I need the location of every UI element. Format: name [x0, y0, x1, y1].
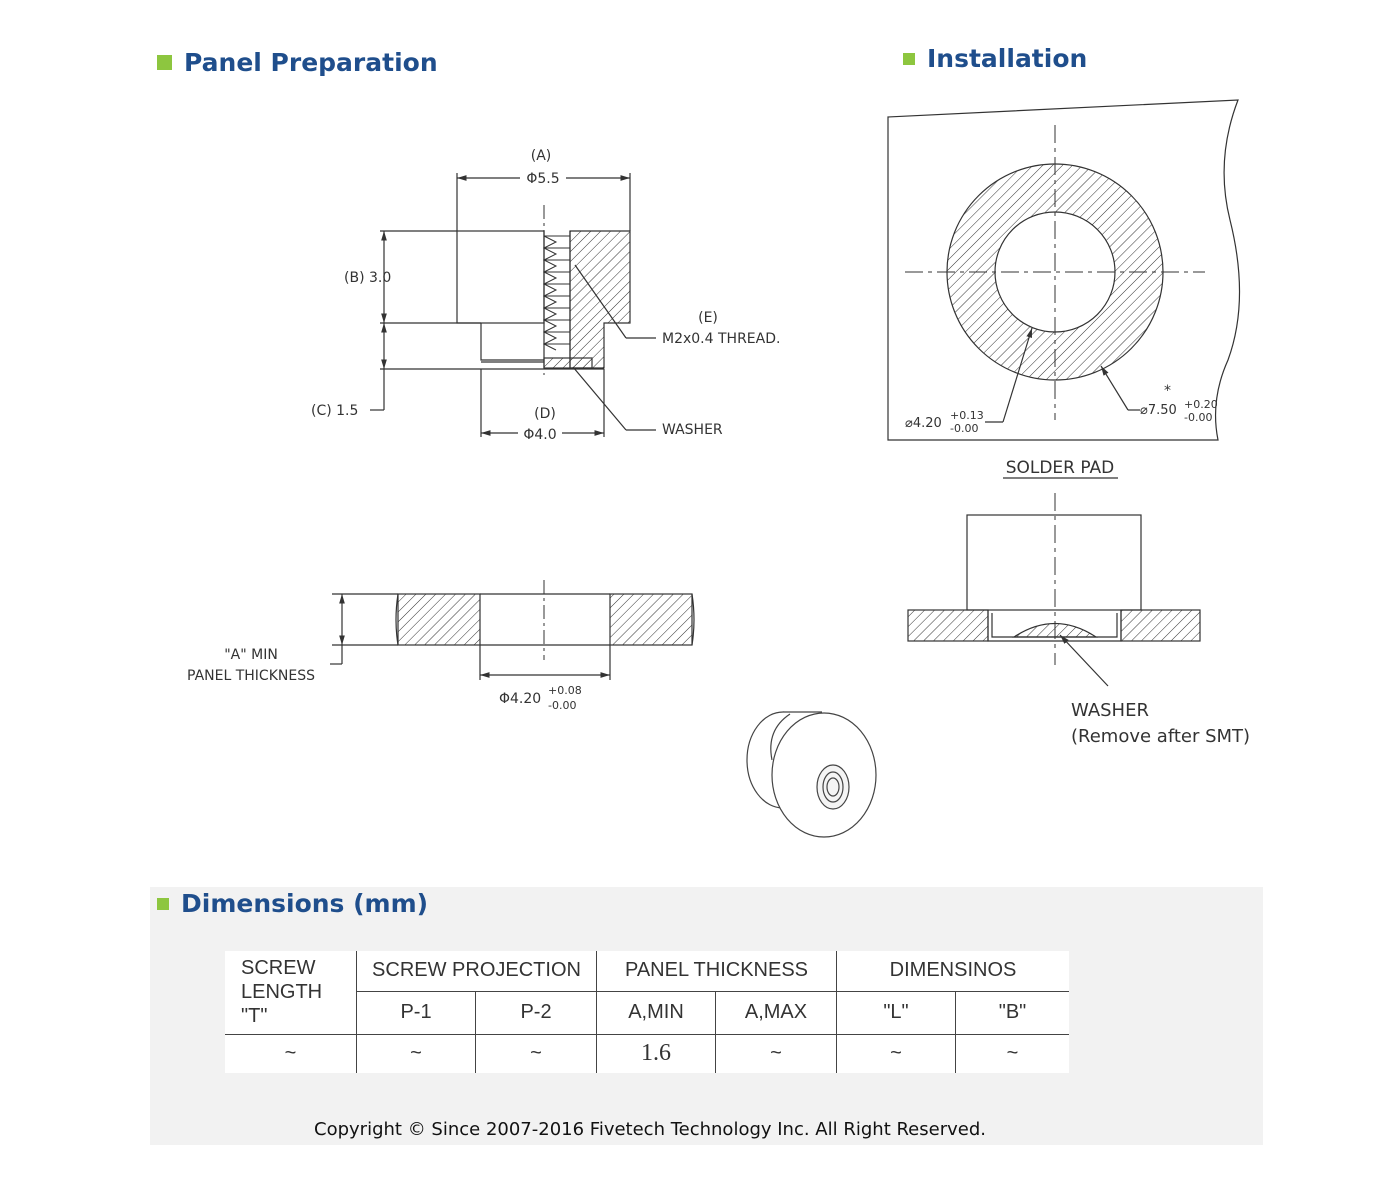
panel-thickness-label: PANEL THICKNESS	[187, 668, 315, 684]
hole-tolerance-plus: +0.08	[548, 684, 582, 697]
nut-cross-section	[370, 173, 656, 437]
pad-inner-tol-minus: -0.00	[950, 422, 979, 435]
p2-header: P-2	[476, 991, 597, 1034]
dim-c-label: (C) 1.5	[311, 403, 359, 419]
green-bullet-icon	[157, 898, 169, 910]
installed-nut-section	[908, 493, 1200, 686]
pad-outer-diameter: ⌀7.50	[1140, 403, 1177, 418]
table-row	[225, 1034, 1069, 1073]
a-max-header: A,MAX	[716, 991, 837, 1034]
table-cell: ~	[357, 1034, 476, 1073]
installation-label: Installation	[927, 44, 1088, 73]
pad-inner-diameter: ⌀4.20	[905, 416, 942, 431]
screw-length-header: SCREW LENGTH "T"	[225, 951, 357, 1034]
washer-label: WASHER	[662, 422, 723, 438]
table-cell: 1.6	[597, 1034, 716, 1073]
dim-b-label: (B) 3.0	[344, 270, 392, 286]
table-cell: ~	[716, 1034, 837, 1073]
thread-label: M2x0.4 THREAD.	[662, 331, 781, 347]
panel-thickness-header: PANEL THICKNESS	[597, 951, 837, 991]
dim-e-label: (E)	[698, 310, 718, 326]
nut-3d-illustration	[747, 712, 876, 837]
table-cell: ~	[956, 1034, 1070, 1073]
install-washer-note: (Remove after SMT)	[1071, 726, 1251, 747]
a-min-header: A,MIN	[597, 991, 716, 1034]
pad-outer-tol-minus: -0.00	[1184, 411, 1213, 424]
table-cell: ~	[225, 1034, 357, 1073]
dimensions-header: DIMENSINOS	[837, 951, 1070, 991]
b-header: "B"	[956, 991, 1070, 1034]
p1-header: P-1	[357, 991, 476, 1034]
table-cell: ~	[476, 1034, 597, 1073]
pad-outer-star: *	[1164, 383, 1171, 399]
install-washer-label: WASHER	[1071, 700, 1149, 721]
dim-a-label: (A)	[530, 148, 552, 164]
dimensions-label: Dimensions (mm)	[181, 889, 429, 918]
pad-outer-tol-plus: +0.20	[1184, 398, 1218, 411]
solder-pad-label: SOLDER PAD	[1005, 458, 1115, 478]
dim-d-label: (D)	[534, 406, 556, 422]
screw-projection-header: SCREW PROJECTION	[357, 951, 597, 991]
dim-d-value: Φ4.0	[523, 427, 557, 443]
panel-preparation-label: Panel Preparation	[184, 48, 438, 77]
panel-hole-section	[330, 580, 694, 680]
hole-tolerance-minus: -0.00	[548, 699, 577, 712]
pad-inner-tol-plus: +0.13	[950, 409, 984, 422]
hole-diameter: Φ4.20	[499, 691, 542, 707]
copyright-text: Copyright © Since 2007-2016 Fivetech Technology Inc. All Right Reserved.	[314, 1119, 986, 1140]
l-header: "L"	[837, 991, 956, 1034]
dimensions-title	[157, 889, 428, 918]
dim-a-value: Φ5.5	[526, 171, 560, 187]
a-min-label: "A" MIN	[224, 647, 278, 663]
dimensions-table	[225, 951, 1069, 1073]
table-cell: ~	[837, 1034, 956, 1073]
